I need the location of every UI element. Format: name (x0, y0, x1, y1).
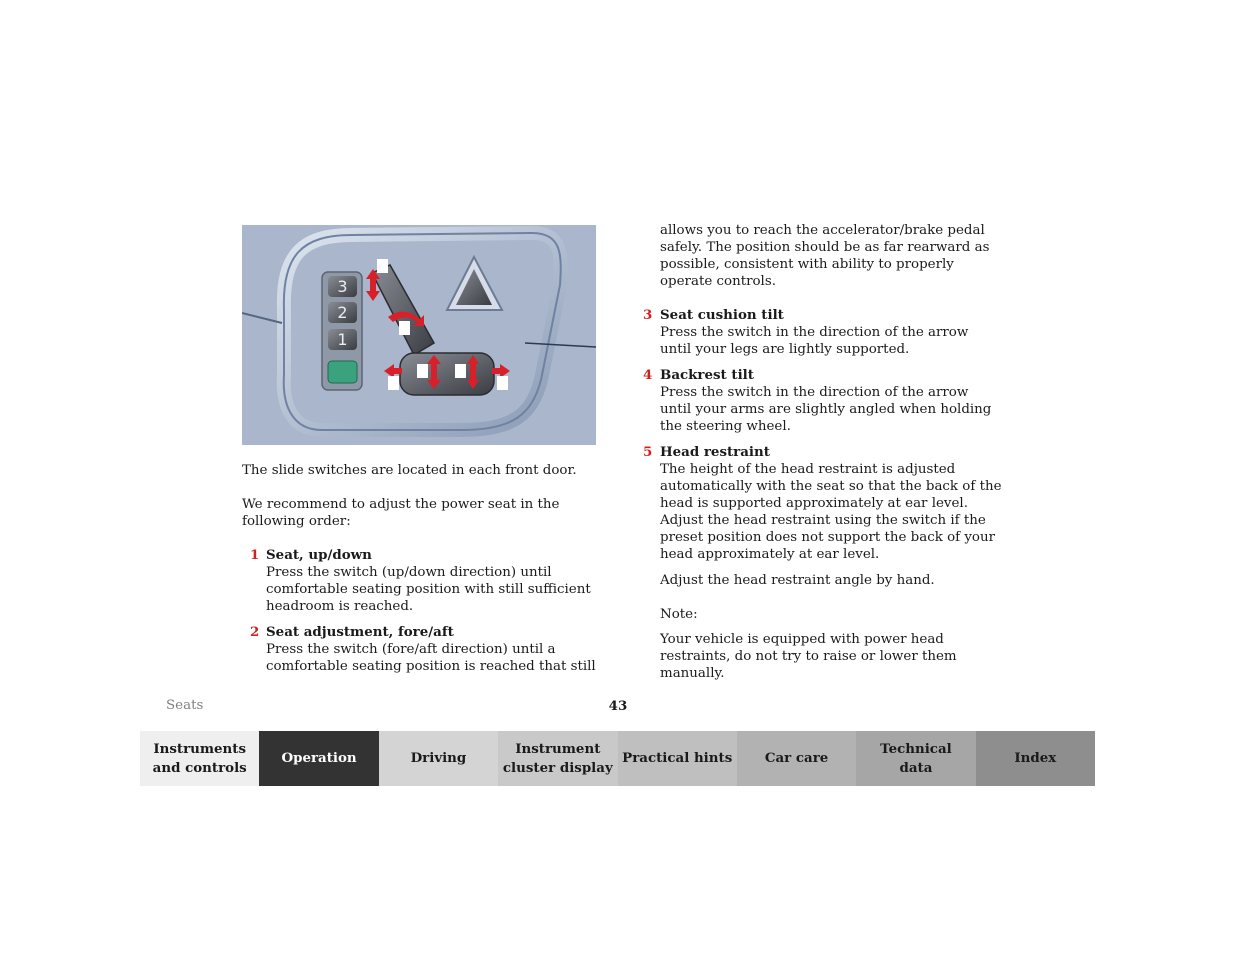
item-number: 4 (643, 367, 653, 383)
svg-text:1: 1 (337, 330, 348, 349)
svg-text:3: 3 (337, 277, 348, 296)
intro-paragraph-2: We recommend to adjust the power seat in the following order: (242, 497, 560, 529)
item-text: Press the switch (fore/aft direction) until a comfortable seating position is reached that still (266, 642, 596, 674)
panel-line-right (525, 343, 596, 347)
callout-marker (388, 376, 399, 390)
item-seat-cushion-tilt (643, 307, 1003, 358)
seat-cushion-switch[interactable] (400, 353, 494, 395)
item-backrest-tilt (643, 367, 1003, 435)
item-title: Backrest tilt (660, 367, 754, 383)
head-restraint-angle-text: Adjust the head restraint angle by hand. (660, 573, 935, 588)
svg-text:2: 2 (337, 303, 348, 322)
item-number: 3 (643, 307, 653, 323)
tab-index[interactable]: Index (976, 731, 1095, 786)
item-seat-fore-aft (242, 624, 604, 675)
item-text: Press the switch in the direction of the arrow until your arms are slightly angled when holding the steering wheel. (660, 385, 992, 434)
tab-practical-hints[interactable]: Practical hints (618, 731, 737, 786)
backrest-switch[interactable] (372, 265, 434, 355)
note-label: Note: (660, 607, 698, 622)
item-title: Head restraint (660, 444, 770, 460)
tab-driving[interactable]: Driving (379, 731, 498, 786)
tab-operation[interactable]: Operation (259, 731, 378, 786)
item-title: Seat adjustment, fore/aft (266, 624, 454, 640)
item-number: 2 (250, 624, 260, 640)
memory-store-button[interactable] (328, 361, 357, 383)
note-text: Your vehicle is equipped with power head restraints, do not try to raise or lower them manually. (660, 632, 957, 681)
memory-button-1[interactable] (328, 329, 357, 350)
item-text: Press the switch in the direction of the arrow until your legs are lightly supported. (660, 325, 969, 357)
item-number: 1 (250, 547, 260, 563)
item-text: Press the switch (up/down direction) until comfortable seating position with still sufficient headroom is reached. (266, 565, 591, 614)
item-head-restraint (643, 444, 1003, 563)
item-seat-up-down (242, 547, 604, 615)
item-title: Seat, up/down (266, 547, 372, 563)
tab-technical-data[interactable]: Technical data (856, 731, 975, 786)
tab-instruments-and-controls[interactable]: Instruments and controls (140, 731, 259, 786)
seat-switch-diagram (242, 225, 596, 445)
callout-marker (399, 321, 410, 335)
callout-marker (497, 376, 508, 390)
callout-marker (417, 364, 428, 378)
intro-paragraph-1: The slide switches are located in each front door. (242, 463, 577, 478)
tab-car-care[interactable]: Car care (737, 731, 856, 786)
section-label: Seats (166, 698, 204, 713)
item-number: 5 (643, 444, 653, 460)
chapter-tab-bar (140, 731, 1095, 786)
tab-instrument-cluster-display[interactable]: Instrument cluster display (498, 731, 617, 786)
continued-paragraph: allows you to reach the accelerator/brake pedal safely. The position should be as far rearward as possible, consistent with ability to properly operate controls. (660, 223, 990, 289)
right-column (643, 222, 1003, 682)
memory-button-3[interactable] (328, 276, 357, 297)
left-column (242, 462, 604, 675)
panel-line-left (242, 313, 282, 323)
page-number: 43 (608, 698, 628, 714)
item-text: The height of the head restraint is adjusted automatically with the seat so that the back of the head is supported approximately at ear level. Adjust the head restraint using the switch if the preset position does not support the back of your head approximately at ear level. (660, 462, 1002, 562)
callout-marker (455, 364, 466, 378)
memory-button-2[interactable] (328, 302, 357, 323)
seat-control-illustration (242, 225, 596, 445)
item-title: Seat cushion tilt (660, 307, 784, 323)
callout-marker (377, 259, 388, 273)
